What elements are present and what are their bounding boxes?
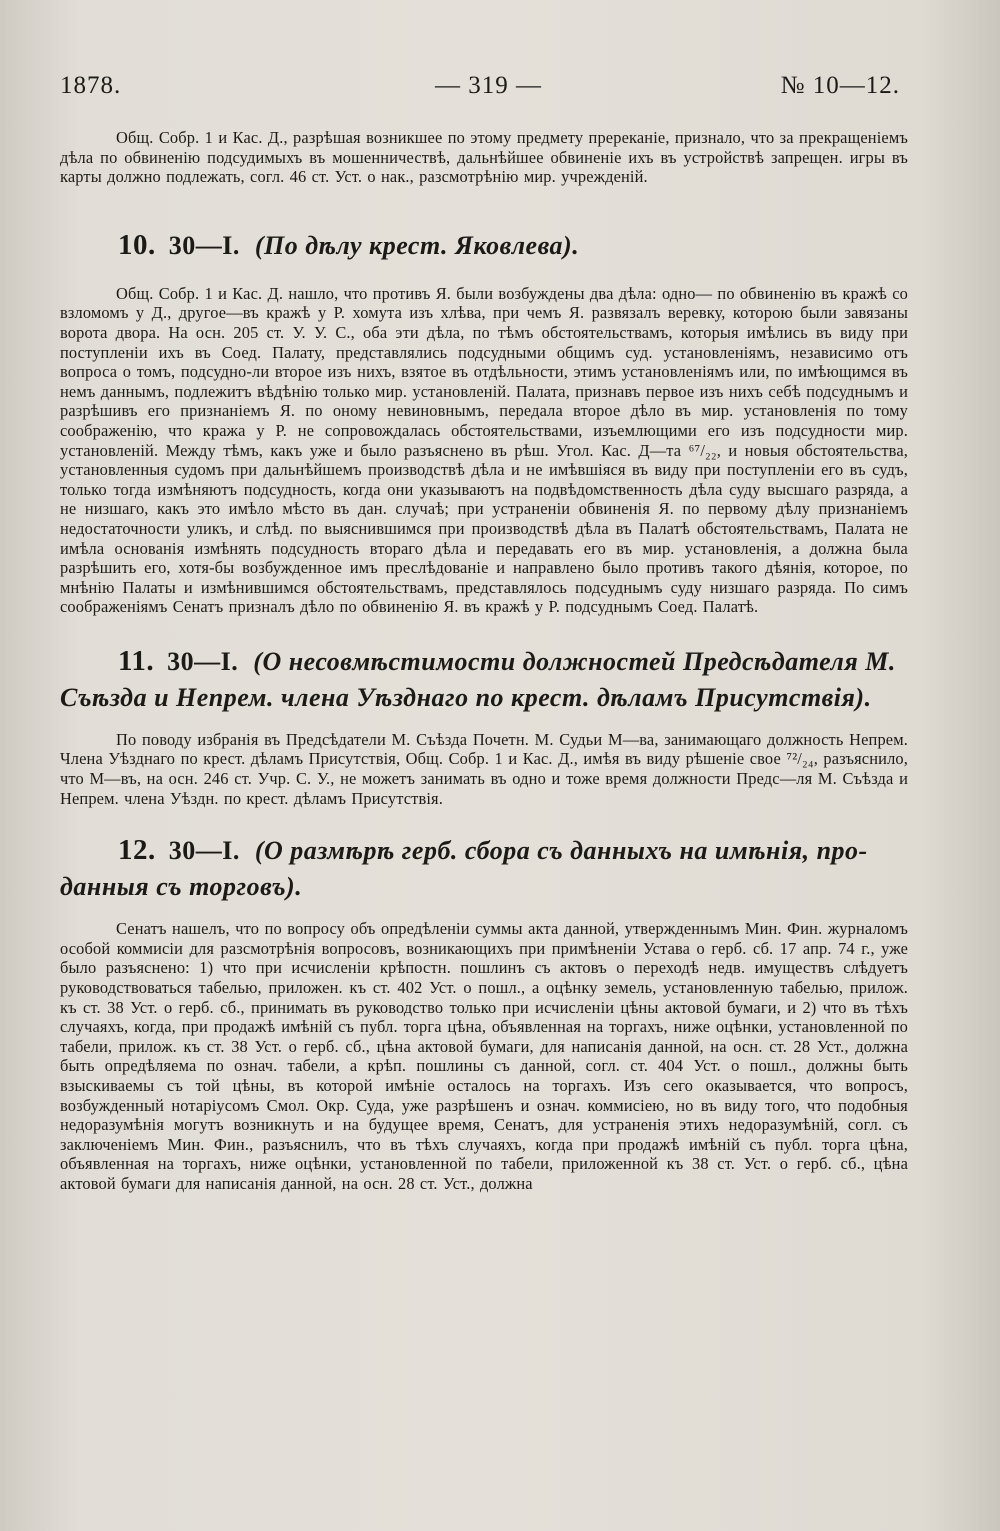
- section-12-title-continued: данныя съ торговъ).: [60, 872, 303, 902]
- section-12-date: 30—I.: [168, 836, 240, 866]
- section-10-heading: [60, 227, 908, 264]
- section-11-title: (О несовмѣстимости должностей Предсѣдателя М.: [253, 646, 896, 676]
- section-12-body: Сенатъ нашелъ, что по вопросу объ опредѣленіи суммы акта данной, утвержденнымъ Мин. Фин. журналомъ особой коммисіи для разсмотрѣнія вопросовъ, возникающихъ при примѣненіи Устава о герб. сб. 17 апр. 74 г., уже было разъяснено: 1) что при исчисленіи крѣпостн. пошлинъ съ актовъ о переходѣ недв. имуществъ слѣдуетъ руководствоваться табелью, приложен. къ ст. 402 Уст. о пошл., а оцѣнку земель, установленную табелью, прилож. къ ст. 38 Уст. о герб. сб., принимать въ руководство только при исчисленіи цѣны актовой бумаги, и 2) что въ тѣхъ случаяхъ, когда, при продажѣ имѣній съ публ. торга цѣна, объявленная на торгахъ, ниже оцѣнки, установленной по табели, прилож. къ ст. 38 Уст. о герб. сб., цѣна актовой бумаги, для написанія данной, на осн. ст. 28 Уст., должна быть опредѣляема по означ. табели, а крѣп. пошлины съ данной, согл. ст. 404 Уст. о пошл., должны быть взыскиваемы съ той цѣны, въ которой имѣніе осталось на торгахъ. Изъ сего оказывается, что вопросъ, возбужденный нотаріусомъ Смол. Окр. Суда, уже разрѣшенъ и означ. коммисіею, но въ виду того, что подобныя недоразумѣнія могутъ возникнуть и на будущее время, Сенатъ, для устраненія этихъ недоразумѣній, согл. съ заключеніемъ Мин. Фин., разъяснилъ, что въ тѣхъ случаяхъ, когда при продажѣ имѣній съ публ. торга цѣна, объявленная на торгахъ, ниже оцѣнки, установленной по табели, приложенной къ 38 ст. Уст. о герб. сб., цѣна актовой бумаги для написанія данной, на осн. 28 ст. Уст., должна: [60, 919, 908, 1193]
- section-12-title: (О размѣрѣ герб. сбора съ данныхъ на имѣнія, про-: [254, 836, 868, 866]
- section-10-title: (По дѣлу крест. Яковлева).: [254, 230, 580, 260]
- section-10-number: 10.: [118, 228, 156, 261]
- page-header: [60, 72, 900, 112]
- header-page-number: — 319 —: [435, 72, 542, 99]
- section-12-number: 12.: [118, 834, 156, 867]
- header-issue-number: № 10—12.: [780, 72, 900, 99]
- section-11-date: 30—I.: [167, 646, 239, 676]
- section-11-heading: [60, 643, 908, 716]
- section-11-body: По поводу избранія въ Предсѣдатели М. Съѣзда Почетн. М. Судьи М—ва, занимающаго должность Непрем. Члена Уѣзднаго по крест. дѣламъ Присутствія, Общ. Собр. 1 и Кас. Д., имѣя въ виду рѣшеніе свое ⁷²/₂₄, разъяснило, что М—въ, на осн. 246 ст. Учр. С. У., не можетъ занимать въ одно и тоже время должности Предс—ля М. Съѣзда и Непрем. члена Уѣздн. по крест. дѣламъ Присутствія.: [60, 729, 908, 808]
- header-year: 1878.: [60, 72, 122, 99]
- section-11-number: 11.: [118, 644, 155, 677]
- page-body: [60, 128, 908, 1194]
- section-10-body: Общ. Собр. 1 и Кас. Д. нашло, что противъ Я. были возбуждены два дѣла: одно— по обвиненію въ кражѣ со взломомъ у Д., другое—въ кражѣ у Р. хомута изъ хлѣва, при чемъ Я. развязалъ веревку, которою были завязаны ворота двора. На осн. 205 ст. У. У. С., оба эти дѣла, по тѣмъ обстоятельствамъ, которыя имѣлись въ виду при поступленіи ихъ въ Соед. Палату, представлялись подсудными общимъ суд. установленіямъ, независимо отъ вопроса о томъ, подсудно-ли второе изъ нихъ, взятое въ отдѣльности, этимъ установленіямъ или, по имѣющимся въ немъ даннымъ, подлежитъ вѣдѣнію только мир. установленій. Палата, признавъ первое изъ нихъ себѣ подсуднымъ и разрѣшивъ его признаніемъ Я. по оному невиновнымъ, передала второе дѣло въ мир. установленія по тому соображенію, что кража у Р. не сопровождалась обстоятельствами, изъемлющими его изъ подсудности мир. установленій. Между тѣмъ, какъ уже и было разъяснено въ рѣш. Угол. Кас. Д—та ⁶⁷/₂₂, и новыя обстоятельства, установленныя судомъ при дальнѣйшемъ производствѣ дѣла и не имѣвшіяся въ виду при поступленіи его въ судъ, только тогда измѣняютъ подсудность, когда они указываютъ на подвѣдомственность дѣла суду высшаго разряда, а не низшаго, какъ это имѣло мѣсто въ дан. случаѣ; при устраненіи обвиненія Я. по первому дѣлу признаніемъ недостаточности уликъ, и слѣд. по выяснившимся при производствѣ дѣла въ Палатѣ обстоятельствамъ, Палата не имѣла основанія измѣнять подсудность втораго дѣла и передавать его въ мир. установленія, а должна была разрѣшить его, хотя-бы возбужденное имъ преслѣдованіе и направлено было противъ такого дѣянія, которое, по мнѣнію Палаты и измѣнившимся обстоятельствамъ, представлялось подсуднымъ суду низшаго разряда. По симъ соображеніямъ Сенатъ призналъ дѣло по обвиненію Я. въ кражѣ у Р. подсуднымъ Соед. Палатѣ.: [60, 283, 908, 617]
- intro-paragraph: Общ. Собр. 1 и Кас. Д., разрѣшая возникшее по этому предмету пререканіе, признало, что за прекращеніемъ дѣла по обвиненію подсудимыхъ въ мошенничествѣ, дальнѣйшее обвиненіе ихъ въ устройствѣ запрещен. игры въ карты должно подлежать, согл. 46 ст. Уст. о нак., разсмотрѣнію мир. учрежденій.: [60, 128, 908, 187]
- section-10-date: 30—I.: [168, 230, 240, 260]
- section-12-heading: [60, 832, 908, 905]
- section-11-title-continued: Съѣзда и Непрем. члена Уѣзднаго по крест. дѣламъ Присутствія).: [60, 682, 872, 712]
